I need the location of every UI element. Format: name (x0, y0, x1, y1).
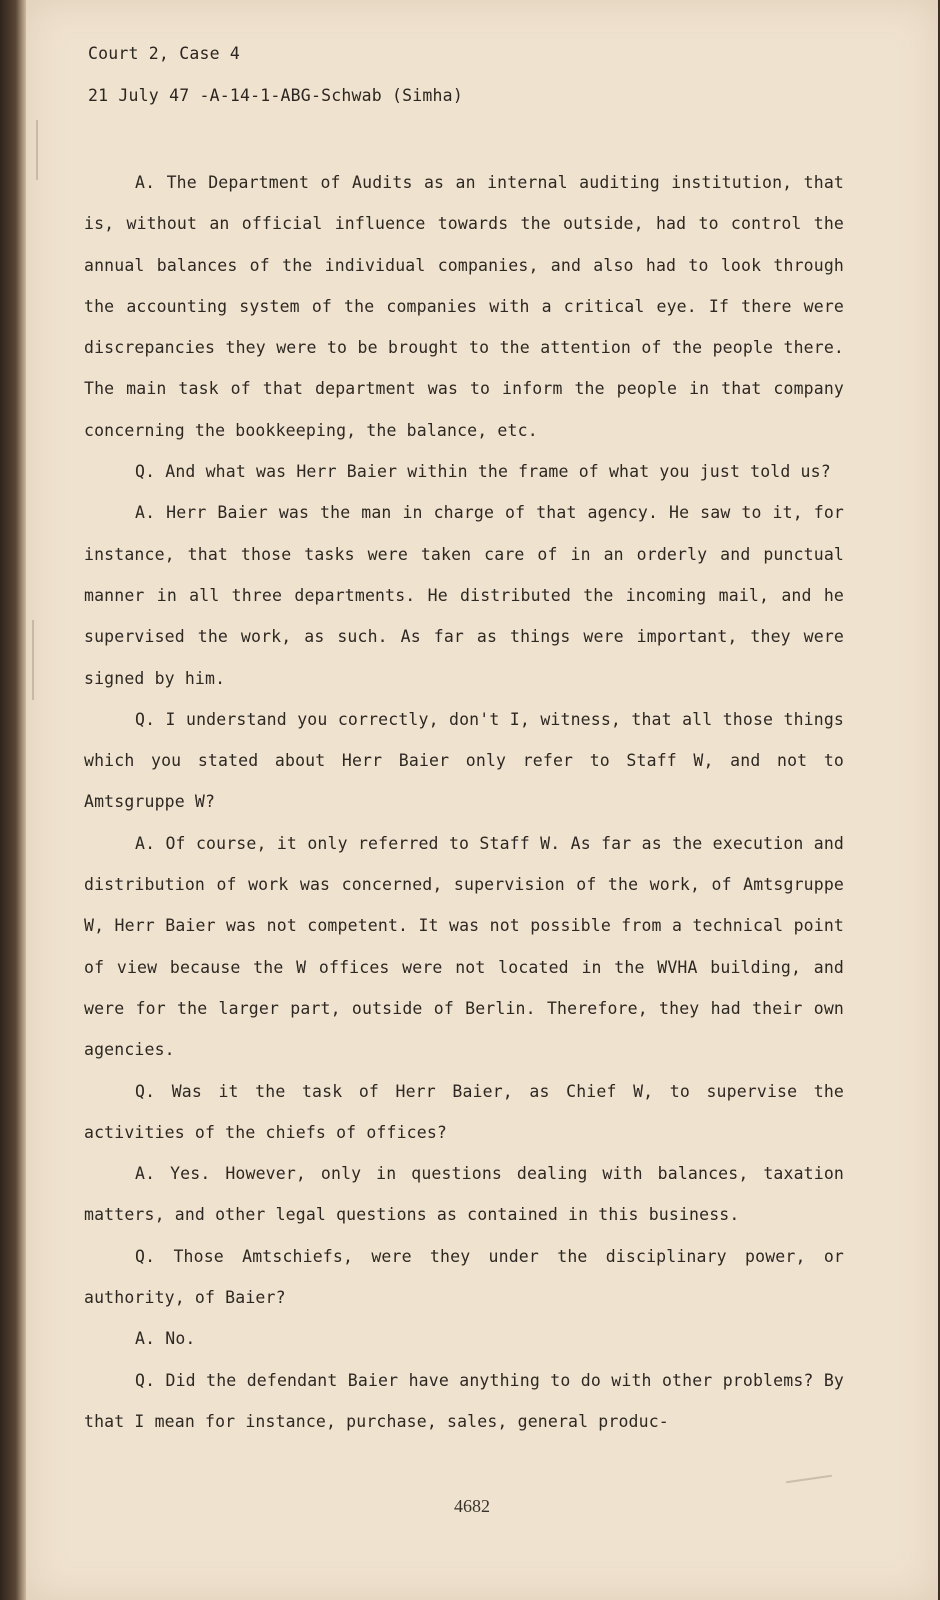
paragraph-question: Q. Those Amtschiefs, were they under the disciplinary power, or authority, of Baier? (84, 1246, 844, 1308)
paragraph-question: Q. And what was Herr Baier within the frame of what you just told us? (135, 462, 831, 482)
paragraph-answer: A. Of course, it only referred to Staff W. As far as the execution and distribution of work was concerned, supervision of the work, of Amtsgruppe W, Herr Baier was not competent. It was not possible from a technical point of view because the W offices were not located in the WVHA building, and were for the larger part, outside of Berlin. Therefore, they had their own agencies. (84, 833, 844, 1060)
page-left-edge (0, 0, 26, 1600)
session-reference: 21 July 47 -A-14-1-ABG-Schwab (Simha) (88, 86, 463, 105)
paragraph-question: Q. Did the defendant Baier have anything to do with other problems? By that I mean for instance, purchase, sales, general produc- (84, 1370, 844, 1431)
transcript-body (84, 162, 844, 1442)
paragraph-question: Q. Was it the task of Herr Baier, as Chief W, to supervise the activities of the chiefs of offices? (84, 1081, 844, 1142)
page-number: 4682 (454, 1496, 490, 1516)
paper-scratch (32, 620, 34, 700)
paragraph-question: Q. I understand you correctly, don't I, witness, that all those things which you stated about Herr Baier only refer to Staff W, and not to Amtsgruppe W? (84, 709, 844, 812)
paragraph-answer: A. Herr Baier was the man in charge of that agency. He saw to it, for instance, that those tasks were taken care of in an orderly and punctual manner in all three departments. He distributed the incoming mail, and he supervised the work, as such. As far as things were important, they were signed by him. (84, 503, 844, 688)
document-page (26, 0, 938, 1600)
paragraph-answer: A. The Department of Audits as an internal auditing institution, that is, without an official influence towards the outside, had to control the annual balances of the individual companies, and also had to look through the accounting system of the companies with a critical eye. If there were discrepancies they were to be brought to the attention of the people there. The main task of that department was to inform the people in that company concerning the bookkeeping, the balance, etc. (84, 173, 844, 440)
paragraph-answer: A. No. (135, 1329, 196, 1349)
paper-scratch (36, 120, 38, 180)
paragraph-answer: A. Yes. However, only in questions dealing with balances, taxation matters, and other legal questions as contained in this business. (84, 1164, 844, 1225)
paper-scratch (786, 1475, 832, 1483)
case-header: Court 2, Case 4 (88, 44, 241, 63)
